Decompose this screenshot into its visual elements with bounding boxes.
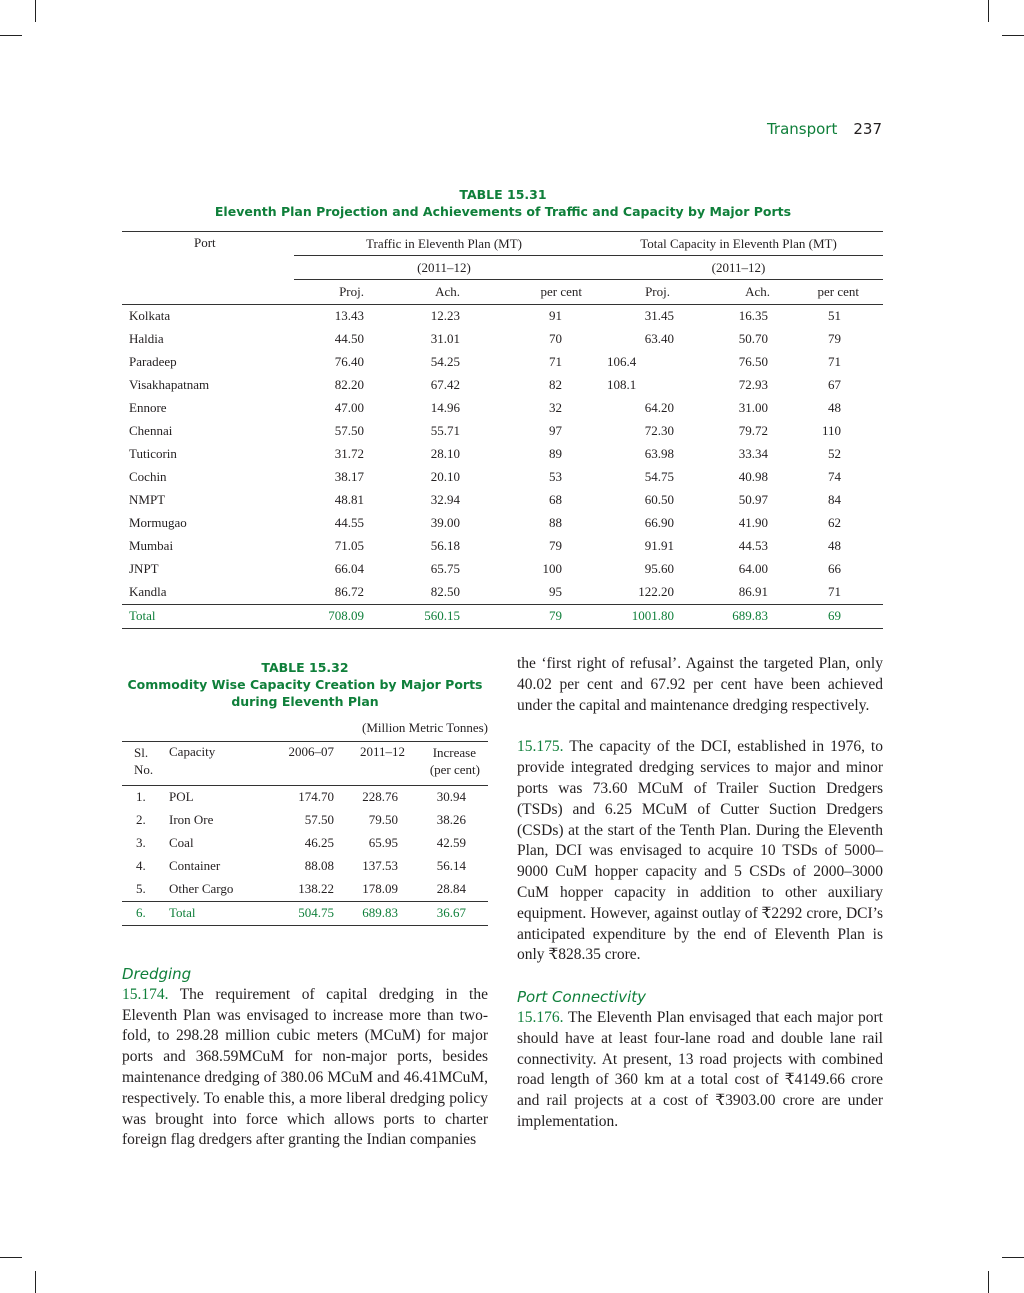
port-name: Ennore [129, 400, 167, 415]
table32-title-2: during Eleventh Plan [231, 694, 379, 709]
table-cell: 74 [828, 469, 841, 484]
group-capacity: Total Capacity in Eleventh Plan (MT) [594, 232, 883, 256]
group-traffic: Traffic in Eleventh Plan (MT) [294, 232, 594, 256]
total-cell: 560.15 [384, 604, 494, 628]
table-cell: 91 [549, 308, 562, 323]
header-2006: 2006–07 [276, 742, 334, 785]
table-cell: 1. [136, 789, 146, 804]
total-cell: 79 [494, 604, 594, 628]
commodity-name: Iron Ore [169, 812, 214, 827]
port-name: Cochin [129, 469, 167, 484]
table-cell: 40.98 [738, 469, 768, 484]
table32-total-row [122, 901, 488, 925]
table-cell: 12.23 [430, 308, 460, 323]
total-cell: 504.75 [276, 901, 334, 925]
table-row [122, 581, 883, 605]
table-cell: 32 [549, 400, 562, 415]
table-row [122, 489, 883, 512]
table-cell: 86.72 [334, 584, 364, 599]
table-row [122, 420, 883, 443]
header-2011: 2011–12 [334, 742, 410, 785]
port-name: Chennai [129, 423, 173, 438]
table-cell: 137.53 [362, 858, 398, 873]
total-cell: 6. [122, 901, 169, 925]
table-row [122, 351, 883, 374]
table-cell: 71 [828, 354, 841, 369]
sub-header: Proj. [339, 283, 364, 299]
table-cell: 63.98 [644, 446, 674, 461]
total-cell: 708.09 [294, 604, 384, 628]
port-name: JNPT [129, 561, 159, 576]
total-label: Total [169, 901, 276, 925]
table-cell: 31.45 [644, 308, 674, 323]
table-cell: 47.00 [334, 400, 364, 415]
table-cell: 62 [828, 515, 841, 530]
heading-dredging: Dredging [122, 965, 192, 983]
table-cell: 64.20 [644, 400, 674, 415]
sub-header: per cent [540, 283, 582, 299]
table-cell: 52 [828, 446, 841, 461]
crop-mark [988, 0, 989, 22]
sub-header: per cent [817, 283, 859, 299]
table-cell: 79.72 [738, 423, 768, 438]
table32 [122, 741, 488, 926]
table-row [122, 809, 488, 832]
table-cell: 68 [549, 492, 562, 507]
table-cell: 108.1 [607, 377, 637, 392]
table-cell: 79 [549, 538, 562, 553]
table31-title: Eleventh Plan Projection and Achievements of Traffic and Capacity by Major Ports [214, 204, 792, 219]
table31-label: TABLE 15.31 [459, 187, 547, 202]
table-cell: 88.08 [304, 858, 334, 873]
table-cell: 28.84 [436, 881, 466, 896]
table-cell: 4. [136, 858, 146, 873]
table-cell: 5. [136, 881, 146, 896]
total-cell: 689.83 [702, 604, 798, 628]
table-cell: 50.70 [738, 331, 768, 346]
table-cell: 71.05 [334, 538, 364, 553]
port-name: Mormugao [129, 515, 187, 530]
table-cell: 122.20 [638, 584, 674, 599]
table-cell: 30.94 [436, 789, 466, 804]
port-name: Paradeep [129, 354, 177, 369]
header-increase: Increase [432, 745, 476, 760]
table-cell: 39.00 [430, 515, 460, 530]
table-cell: 32.94 [430, 492, 460, 507]
table-cell: 97 [549, 423, 562, 438]
table-cell: 16.35 [738, 308, 768, 323]
table-cell: 89 [549, 446, 562, 461]
crop-mark [0, 35, 22, 36]
table-cell: 65.95 [368, 835, 398, 850]
table-cell: 54.75 [644, 469, 674, 484]
table-cell: 71 [828, 584, 841, 599]
table-cell: 66.90 [644, 515, 674, 530]
table-row [122, 374, 883, 397]
paragraph-continued: the ‘first right of refusal’. Against the targeted Plan, only 40.02 per cent and 67.92 per cent have been achieved under the capital and maintenance dredging respectively. [517, 655, 883, 714]
crop-mark [988, 1271, 989, 1293]
table31 [122, 232, 883, 629]
table-cell: 106.4 [607, 354, 637, 369]
port-name: Tuticorin [129, 446, 177, 461]
table-cell: 100 [542, 561, 562, 576]
port-name: Mumbai [129, 538, 174, 553]
table-cell: 56.14 [436, 858, 466, 873]
section-title: Transport [766, 120, 838, 138]
header-percent: (per cent) [429, 762, 480, 777]
table-row [122, 466, 883, 489]
crop-mark [35, 0, 36, 22]
total-cell: 689.83 [334, 901, 410, 925]
table31-body [122, 304, 883, 604]
table-cell: 14.96 [430, 400, 460, 415]
left-column-text [122, 964, 488, 1151]
table32-caption [122, 659, 488, 710]
table-cell: 46.25 [304, 835, 334, 850]
table-cell: 3. [136, 835, 146, 850]
table-cell: 38.17 [334, 469, 364, 484]
table-cell: 60.50 [644, 492, 674, 507]
table-cell: 44.53 [738, 538, 768, 553]
table-cell: 54.25 [430, 354, 460, 369]
table-row [122, 558, 883, 581]
col-port: Port [194, 235, 216, 250]
paragraph-15-176 [517, 1008, 883, 1133]
table-cell: 48 [828, 538, 841, 553]
table-cell: 64.00 [738, 561, 768, 576]
running-header [767, 120, 882, 139]
total-cell: 1001.80 [594, 604, 702, 628]
commodity-name: Container [169, 858, 221, 873]
table-row [122, 855, 488, 878]
table-cell: 76.50 [738, 354, 768, 369]
table-cell: 66.04 [334, 561, 364, 576]
table-cell: 57.50 [334, 423, 364, 438]
table-cell: 31.72 [334, 446, 364, 461]
total-label: Total [122, 604, 294, 628]
table-cell: 2. [136, 812, 146, 827]
table-cell: 79.50 [368, 812, 398, 827]
header-sl: Sl. [134, 745, 149, 760]
table-cell: 13.43 [334, 308, 364, 323]
table-row [122, 443, 883, 466]
port-name: Kandla [129, 584, 167, 599]
table-cell: 70 [549, 331, 562, 346]
sub-header: Ach. [435, 283, 460, 299]
table-cell: 44.50 [334, 331, 364, 346]
port-name: Haldia [129, 331, 164, 346]
table-row [122, 785, 488, 809]
table-cell: 38.26 [436, 812, 466, 827]
table-row [122, 397, 883, 420]
table32-unit: (Million Metric Tonnes) [362, 720, 488, 735]
table-cell: 84 [828, 492, 841, 507]
table-cell: 178.09 [362, 881, 398, 896]
table-cell: 50.97 [738, 492, 768, 507]
table31-caption [122, 186, 884, 220]
header-no: No. [134, 762, 154, 777]
sub-header: Proj. [645, 283, 670, 299]
table-cell: 95.60 [644, 561, 674, 576]
heading-port-connectivity: Port Connectivity [517, 988, 647, 1007]
table-cell: 57.50 [304, 812, 334, 827]
total-cell: 36.67 [410, 901, 488, 925]
table-row [122, 832, 488, 855]
crop-mark [1002, 1257, 1024, 1258]
table-cell: 56.18 [430, 538, 460, 553]
table-cell: 63.40 [644, 331, 674, 346]
table-cell: 66 [828, 561, 841, 576]
table-row [122, 878, 488, 902]
port-name: Kolkata [129, 308, 171, 323]
table-cell: 48 [828, 400, 841, 415]
crop-mark [1002, 35, 1024, 36]
port-name: NMPT [129, 492, 166, 507]
table-cell: 82.20 [334, 377, 364, 392]
table-cell: 86.91 [738, 584, 768, 599]
table-cell: 138.22 [298, 881, 334, 896]
table-cell: 82 [549, 377, 562, 392]
para-number: 15.174. [122, 985, 169, 1003]
para-text: The capacity of the DCI, established in 1976, to provide integrated dredging services to major and minor ports was 73.60 MCuM of Trailer Suction Dredgers (TSDs) and 6.25 MCuM of Cutter Suction Dredgers (CSDs) at the start of the Tenth Plan. During the Eleventh Plan, DCI was envisaged to acquire 10 TSDs of 5000–9000 CuM hopper capacity and 5 CSDs of 2000–3000 CuM hopper capacity in addition to other auxiliary equipment. However, against outlay of ₹2292 crore, DCI’s anticipated expenditure by the end of Eleventh Plan is only ₹828.35 crore. [517, 738, 883, 964]
table-cell: 82.50 [430, 584, 460, 599]
para-text: The Eleventh Plan envisaged that each major port should have at least four-lane road and double lane rail connectivity. At present, 13 road projects with combined road length of 360 km at a total cost of ₹4149.66 crore and rail projects at a cost of ₹3903.00 crore are under implementation. [517, 1008, 883, 1130]
paragraph-15-175 [517, 737, 883, 966]
commodity-name: POL [169, 789, 194, 804]
table-row [122, 304, 883, 328]
crop-mark [35, 1271, 36, 1293]
table-cell: 31.00 [738, 400, 768, 415]
year-traffic: (2011–12) [294, 256, 594, 280]
table-cell: 44.55 [334, 515, 364, 530]
para-number: 15.175. [517, 738, 564, 756]
table-cell: 20.10 [430, 469, 460, 484]
table-cell: 42.59 [436, 835, 466, 850]
table-cell: 28.10 [430, 446, 460, 461]
table32-title: Commodity Wise Capacity Creation by Major Ports [127, 677, 483, 692]
table-cell: 95 [549, 584, 562, 599]
commodity-name: Coal [169, 835, 194, 850]
table-cell: 51 [828, 308, 841, 323]
table-cell: 76.40 [334, 354, 364, 369]
table-cell: 174.70 [298, 789, 334, 804]
table-cell: 53 [549, 469, 562, 484]
table-row [122, 535, 883, 558]
table-cell: 48.81 [334, 492, 364, 507]
table-cell: 33.34 [738, 446, 768, 461]
table-cell: 228.76 [362, 789, 398, 804]
total-cell: 69 [798, 604, 883, 628]
commodity-name: Other Cargo [169, 881, 234, 896]
table-row [122, 328, 883, 351]
table-cell: 67.42 [430, 377, 460, 392]
para-number: 15.176. [517, 1008, 564, 1026]
table-cell: 72.30 [644, 423, 674, 438]
crop-mark [0, 1257, 22, 1258]
paragraph-15-174 [122, 985, 488, 1151]
table-cell: 41.90 [738, 515, 768, 530]
sub-header: Ach. [745, 283, 770, 299]
table-cell: 67 [828, 377, 841, 392]
table31-total-row [122, 604, 883, 628]
right-column-text [517, 654, 883, 1133]
table-cell: 71 [549, 354, 562, 369]
port-name: Visakhapatnam [129, 377, 210, 392]
table-cell: 31.01 [430, 331, 460, 346]
table32-body [122, 785, 488, 901]
page-number: 237 [853, 120, 882, 138]
para-text: The requirement of capital dredging in the Eleventh Plan was envisaged to increase more than two-fold, to 298.28 million cubic meters (MCuM) for major ports and 368.59MCuM for non-major ports, besides maintenance dredging of 380.06 MCuM and 46.41MCuM, respectively. To enable this, a more liberal dredging policy was brought into force which allows ports to charter foreign flag dredgers after granting the Indian companies [122, 985, 488, 1149]
table-cell: 110 [821, 423, 841, 438]
table-cell: 72.93 [738, 377, 768, 392]
table32-label: TABLE 15.32 [261, 660, 349, 675]
table-cell: 79 [828, 331, 841, 346]
table-cell: 55.71 [430, 423, 460, 438]
table-cell: 65.75 [430, 561, 460, 576]
header-capacity: Capacity [169, 742, 276, 785]
table-cell: 88 [549, 515, 562, 530]
table-cell: 91.91 [644, 538, 674, 553]
year-capacity: (2011–12) [594, 256, 883, 280]
table-row [122, 512, 883, 535]
